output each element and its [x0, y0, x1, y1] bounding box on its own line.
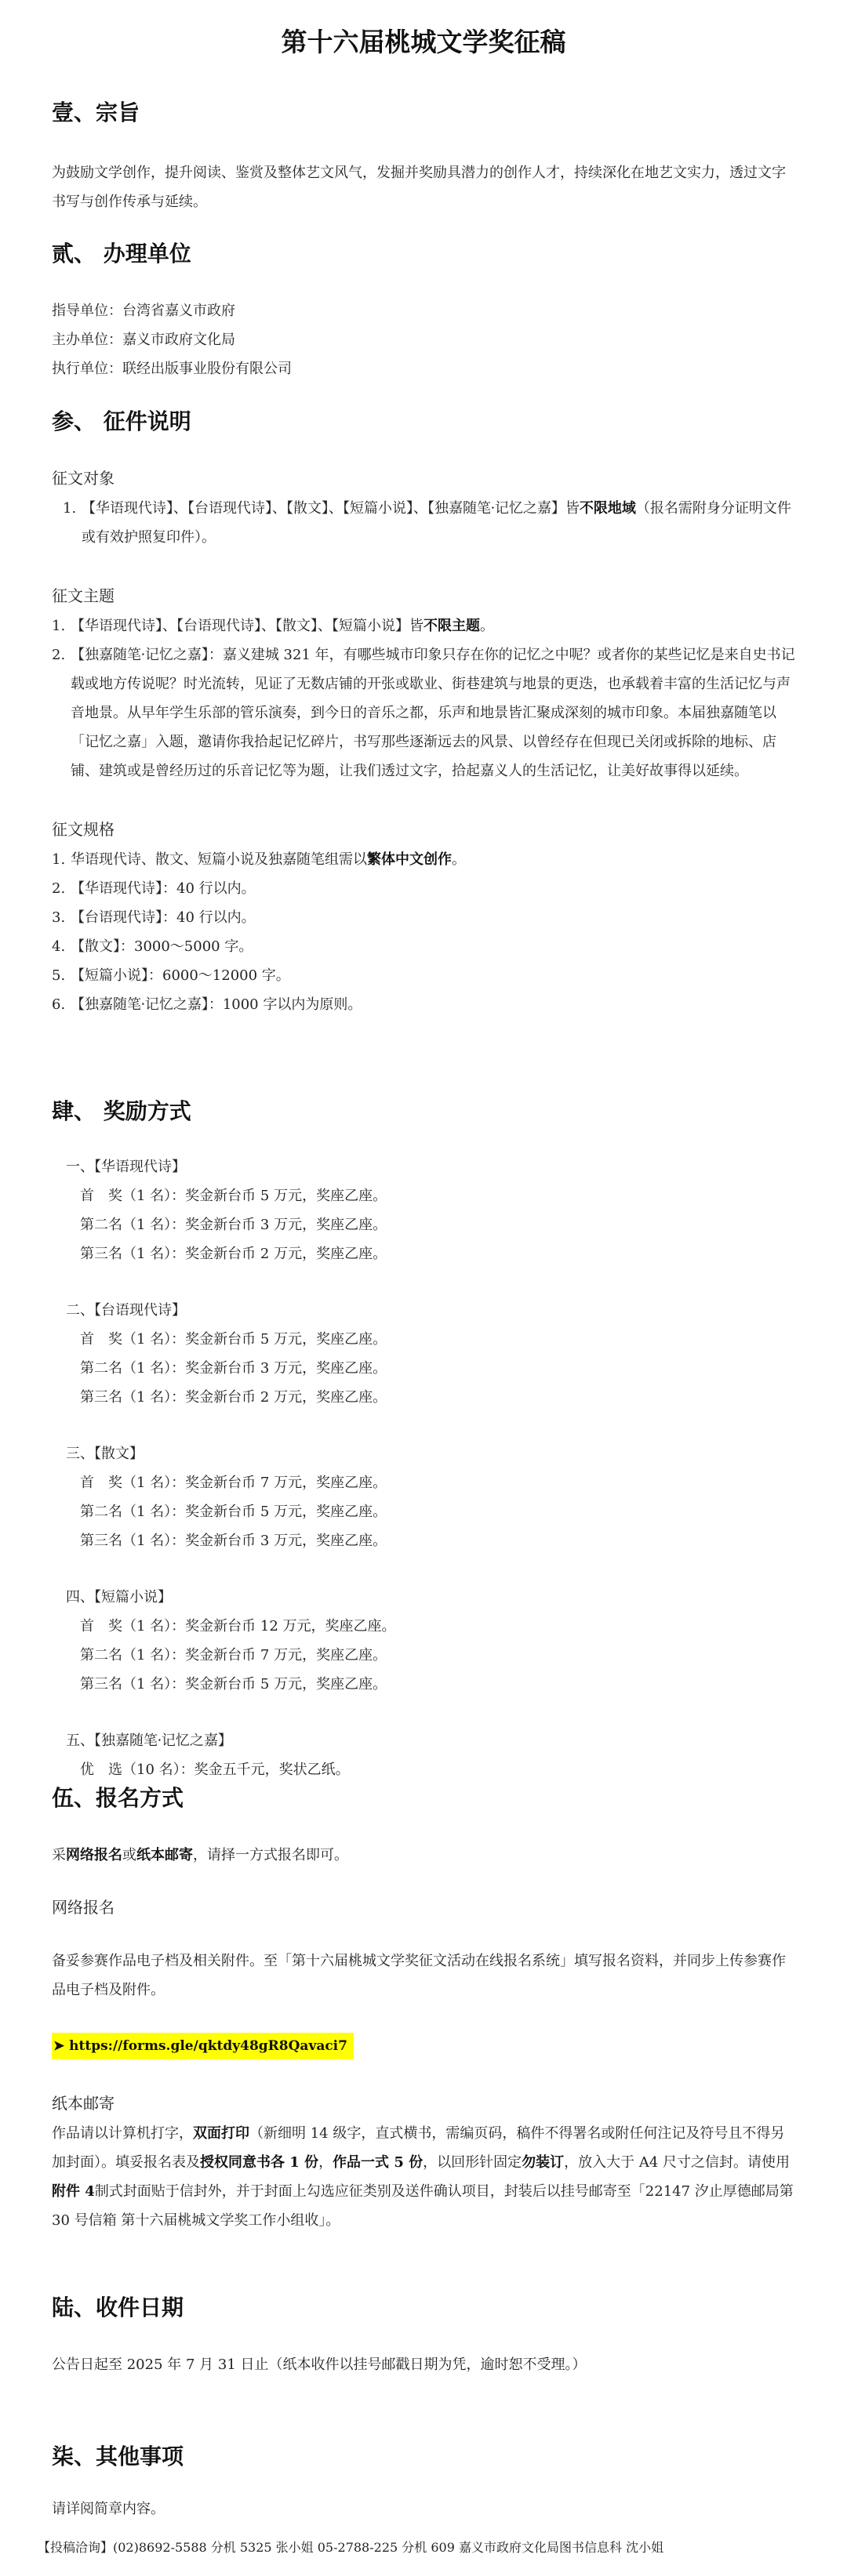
list-text [71, 611, 494, 640]
subsection-label: 征文对象 [52, 469, 115, 488]
award-line: 优 选（10 名）：奖金五千元，奖状乙纸。 [80, 1761, 350, 1778]
list-text: 【散文】：3000～5000 字。 [71, 938, 253, 955]
section-heading: 陆、收件日期 [52, 2295, 184, 2320]
list-item [52, 494, 795, 552]
bold-text: 不限地域 [579, 500, 636, 517]
text-span: 作品请以计算机打字， [52, 2125, 193, 2142]
award-line: 首 奖（1 名）：奖金新台币 5 万元，奖座乙座。 [80, 1188, 387, 1204]
other-text: 请详阅简章内容。 [52, 2501, 165, 2517]
award-line: 第三名（1 名）：奖金新台币 2 万元，奖座乙座。 [80, 1246, 387, 1262]
bold-text: 附件 4 [52, 2183, 95, 2200]
award-line: 第二名（1 名）：奖金新台币 7 万元，奖座乙座。 [80, 1647, 387, 1664]
award-line: 第三名（1 名）：奖金新台币 2 万元，奖座乙座。 [80, 1389, 387, 1406]
list-number: 4. [52, 938, 66, 955]
list-number: 5. [52, 967, 66, 984]
section-registration [52, 1781, 795, 2235]
section-deadline [52, 2291, 795, 2379]
award-line: 第二名（1 名）：奖金新台币 3 万元，奖座乙座。 [80, 1217, 387, 1233]
section-heading: 伍、报名方式 [52, 1785, 184, 1811]
organizer-line: 指导单位：台湾省嘉义市政府 [52, 303, 235, 319]
list-item [52, 990, 795, 1019]
text-span: 。 [452, 851, 466, 868]
section-submission-info [52, 405, 795, 1019]
bold-text: 双面打印 [193, 2125, 249, 2142]
text-span: 制式封面贴于信封外，并于封面上勾选应征类别及送件确认项目，封装后以挂号邮寄至「22147 汐止厚德邮局第 30 号信箱 第十六届桃城文学奖工作小组收」。 [52, 2183, 794, 2229]
text-span: 采 [52, 1847, 66, 1863]
section-heading: 柒、其他事项 [52, 2444, 184, 2469]
subsection-label: 征文规格 [52, 820, 115, 839]
bold-text: 繁体中文创作 [367, 851, 452, 868]
award-line: 第三名（1 名）：奖金新台币 5 万元，奖座乙座。 [80, 1676, 387, 1693]
list-number: 1. [63, 500, 77, 517]
subsection-label: 征文主题 [52, 586, 115, 605]
text-span: 华语现代诗、散文、短篇小说及独嘉随笔组需以 [71, 851, 367, 868]
online-registration-text: 备妥参赛作品电子档及相关附件。至「第十六届桃城文学奖征文活动在线报名系统」填写报名资料，并同步上传参赛作品电子档及附件。 [52, 1953, 786, 1998]
section-organizers [52, 237, 795, 383]
list-number: 2. [52, 647, 66, 663]
list-text: 【独嘉随笔⸱记忆之嘉】：1000 字以内为原则。 [71, 996, 362, 1013]
list-number: 1. [52, 618, 66, 634]
section-heading: 肆、 奖励方式 [52, 1098, 191, 1124]
award-category: 五、【独嘉随笔⸱记忆之嘉】 [66, 1732, 232, 1749]
text-span: 【华语现代诗】、【台语现代诗】、【散文】、【短篇小说】皆 [71, 618, 424, 634]
bold-text: 网络报名 [66, 1847, 122, 1863]
list-number: 6. [52, 996, 66, 1013]
deadline-text: 公告日起至 2025 年 7 月 31 日止（纸本收件以挂号邮戳日期为凭，逾时恕不受理。） [52, 2356, 587, 2373]
list-item [52, 640, 795, 785]
text-span: 【华语现代诗】、【台语现代诗】、【散文】、【短篇小说】、【独嘉随笔⸱记忆之嘉】皆 [82, 500, 580, 517]
award-line: 首 奖（1 名）：奖金新台币 7 万元，奖座乙座。 [80, 1475, 387, 1491]
list-number: 1. [52, 851, 66, 868]
award-line: 第二名（1 名）：奖金新台币 3 万元，奖座乙座。 [80, 1360, 387, 1377]
organizer-line: 主办单位：嘉义市政府文化局 [52, 332, 235, 348]
list-text: 【短篇小说】：6000～12000 字。 [71, 967, 290, 984]
award-line: 第二名（1 名）：奖金新台币 5 万元，奖座乙座。 [80, 1504, 387, 1520]
contact-footer: 【投稿洽询】(02)8692-5588 分机 5325 张小姐 05-2788-225 分机 609 嘉义市政府文化局图书信息科 沈小姐 [38, 2540, 664, 2555]
section-heading: 贰、 办理单位 [52, 241, 191, 267]
text-span: ， [318, 2154, 333, 2171]
award-category: 三、【散文】 [66, 1446, 144, 1462]
list-item [52, 845, 795, 874]
text-span: （报名需附身分证明文件或有效护照复印件）。 [82, 500, 791, 546]
subsection-label: 网络报名 [52, 1898, 115, 1917]
award-category: 一、【华语现代诗】 [66, 1159, 186, 1175]
bold-text: 授权同意书各 1 份 [200, 2154, 319, 2171]
text-span: 。 [480, 618, 494, 634]
bold-text: 勿装订 [522, 2154, 565, 2171]
section-heading: 壹、宗旨 [52, 100, 140, 125]
list-text [82, 494, 795, 552]
award-line: 第三名（1 名）：奖金新台币 3 万元，奖座乙座。 [80, 1533, 387, 1549]
award-line: 首 奖（1 名）：奖金新台币 5 万元，奖座乙座。 [80, 1331, 387, 1348]
award-line: 首 奖（1 名）：奖金新台币 12 万元，奖座乙座。 [80, 1618, 396, 1634]
list-item [52, 932, 795, 961]
text-span: ，请择一方式报名即可。 [193, 1847, 348, 1863]
bold-text: 不限主题 [424, 618, 480, 634]
bold-text: 作品一式 5 份 [333, 2154, 424, 2171]
award-category: 二、【台语现代诗】 [66, 1302, 186, 1319]
registration-intro [52, 1841, 795, 1870]
list-item [52, 874, 795, 903]
bold-text: 纸本邮寄 [136, 1847, 193, 1863]
list-item [52, 611, 795, 640]
section-purpose [52, 96, 795, 216]
section-heading: 参、 征件说明 [52, 408, 191, 434]
organizer-line: 执行单位：联经出版事业股份有限公司 [52, 361, 292, 377]
list-item [52, 961, 795, 990]
list-text [71, 845, 466, 874]
registration-link[interactable]: ➤ https://forms.gle/qktdy48gR8Qavaci7 [52, 2033, 354, 2059]
text-span: ，以回形针固定 [423, 2154, 522, 2171]
text-span: 或 [122, 1847, 136, 1863]
text-span: ，放入大于 A4 尺寸之信封。请使用 [564, 2154, 791, 2171]
section-other [52, 2440, 795, 2523]
text-span: （新细明 14 级字，直式横书，需编页码，稿件不得署名或附任何注记及符号且不得另加封面）。填妥报名表及 [52, 2125, 785, 2171]
list-text: 【台语现代诗】：40 行以内。 [71, 909, 256, 926]
list-item [52, 903, 795, 932]
subsection-label: 纸本邮寄 [52, 2094, 115, 2113]
purpose-text: 为鼓励文学创作，提升阅读、鉴赏及整体艺文风气，发掘并奖励具潜力的创作人才，持续深化在地艺文实力，透过文字书写与创作传承与延续。 [52, 165, 786, 210]
list-number: 3. [52, 909, 66, 926]
award-category: 四、【短篇小说】 [66, 1589, 172, 1605]
mail-registration-text [52, 2119, 795, 2235]
list-text: 【独嘉随笔⸱记忆之嘉】：嘉义建城 321 年，有哪些城市印象只存在你的记忆之中呢？或者你的某些记忆是来自史书记载或地方传说呢？时光流转，见证了无数店铺的开张或歇业、街巷建筑与地景的更迭，也承载着丰富的生活记忆与声音地景。从早年学生乐部的管乐演奏，到今日的音乐之都，乐声和地景皆汇聚成深刻的城市印象。本届独嘉随笔以「记忆之嘉」入题，邀请你我拾起记忆碎片，书写那些逐渐远去的风景、以曾经存在但现已关闭或拆除的地标、店铺、建筑或是曾经历过的乐音记忆等为题，让我们透过文字，拾起嘉义人的生活记忆，让美好故事得以延续。 [71, 647, 795, 779]
section-awards [52, 1094, 795, 1784]
list-number: 2. [52, 880, 66, 897]
list-text: 【华语现代诗】：40 行以内。 [71, 880, 256, 897]
page-title: 第十六届桃城文学奖征稿 [281, 27, 566, 57]
